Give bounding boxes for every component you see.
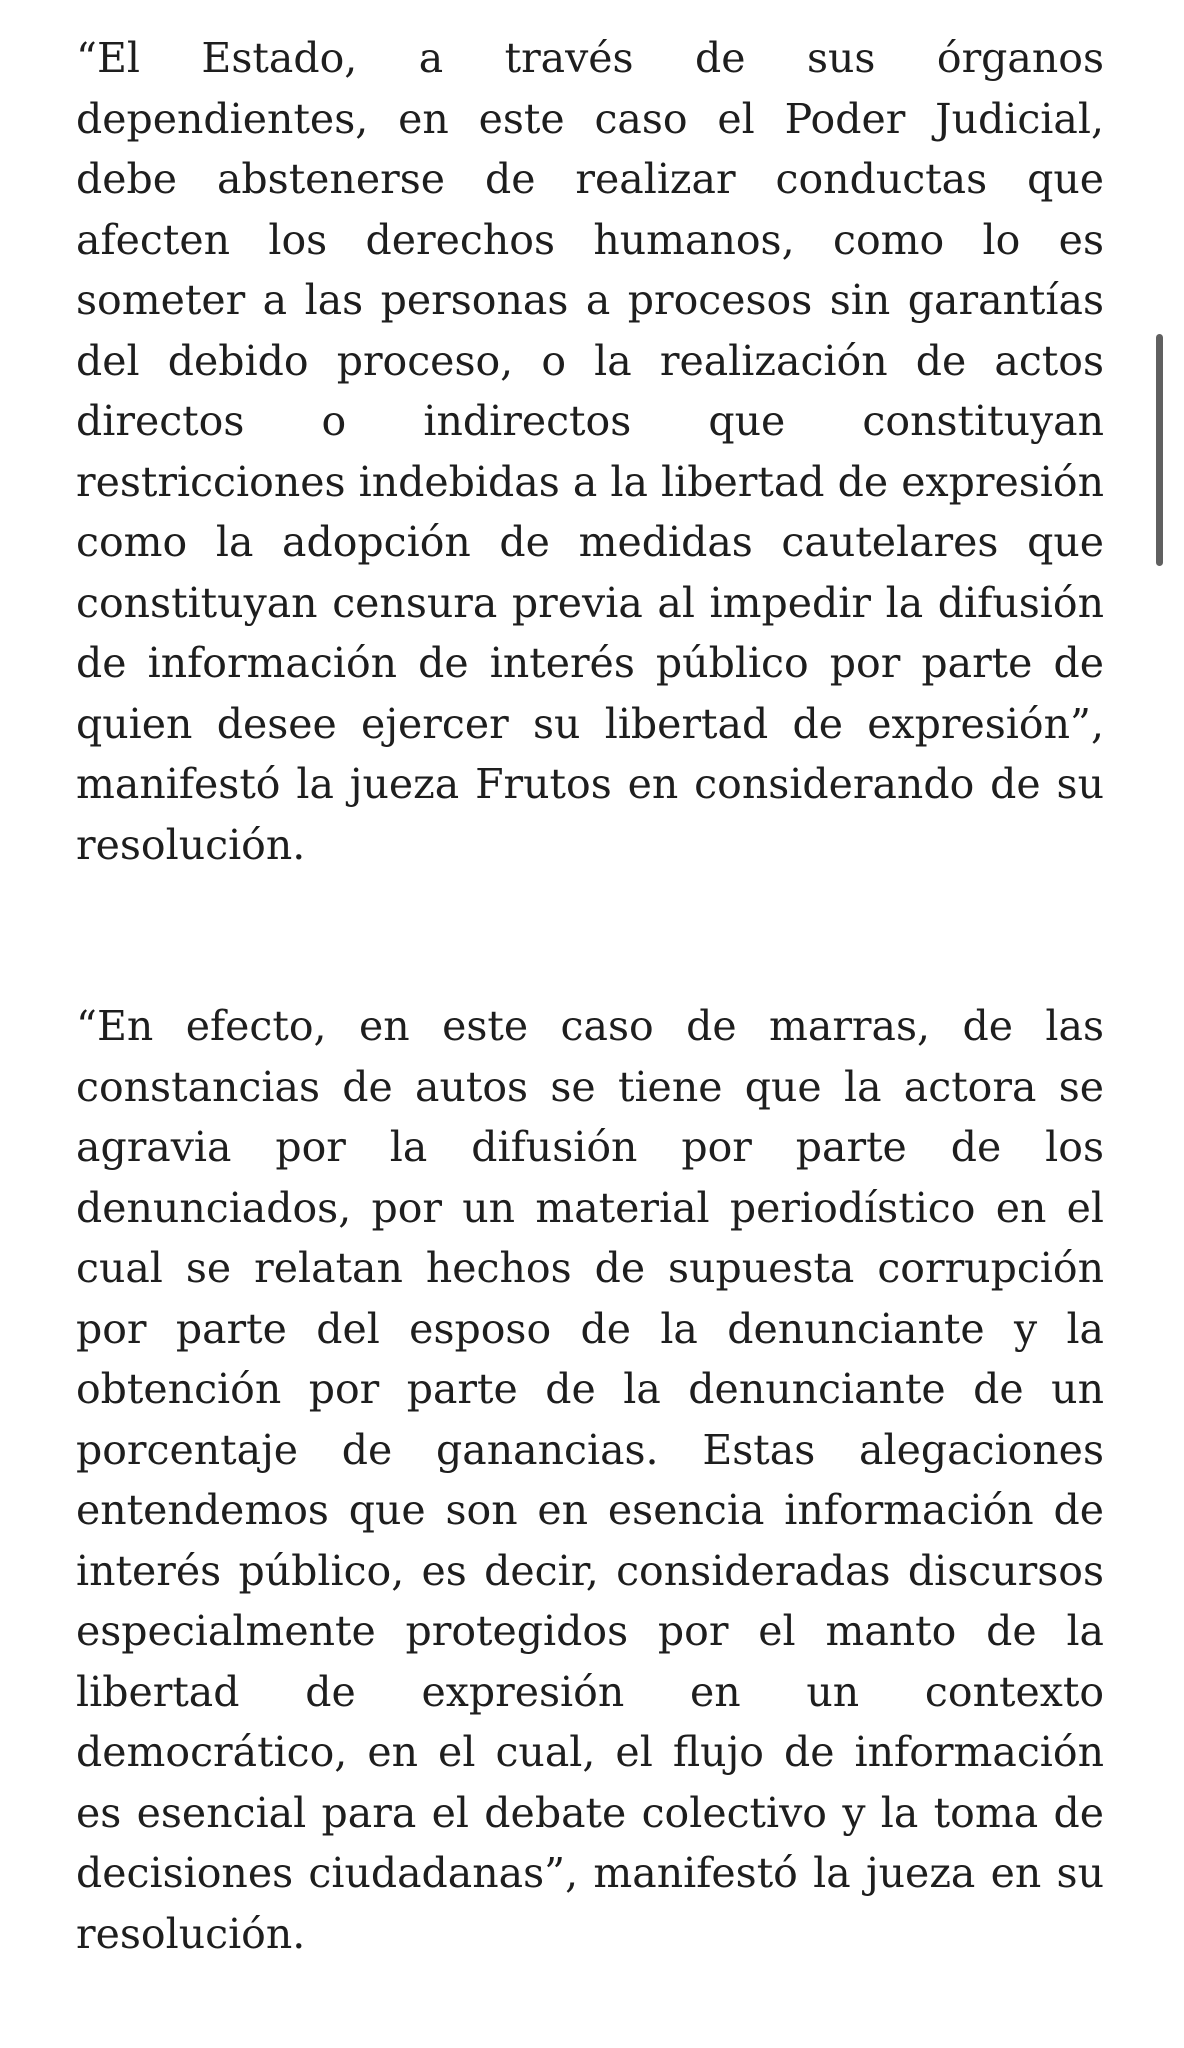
scrollbar-thumb[interactable] [1156,334,1163,566]
quote-paragraph-1: “El Estado, a través de sus órganos dependientes, en este caso el Poder Judicial, debe abstenerse de realizar conductas que afecten los derechos humanos, como lo es someter a las personas a procesos sin garantías del debido proceso, o la realización de actos directos o indirectos que constituyan restricciones indebidas a la libertad de expresión como la adopción de medidas cautelares que constituyan censura previa al impedir la difusión de información de interés público por parte de quien desee ejercer su libertad de expresión”, manifestó la jueza Frutos en considerando de su resolución. [76,34,1104,869]
article-body [76,28,1104,1964]
quote-paragraph-2: “En efecto, en este caso de marras, de las constancias de autos se tiene que la actora se agravia por la difusión por parte de los denunciados, por un material periodístico en el cual se relatan hechos de supuesta corrupción por parte del esposo de la denunciante y la obtención por parte de la denunciante de un porcentaje de ganancias. Estas alegaciones entendemos que son en esencia información de interés público, es decir, consideradas discursos especialmente protegidos por el manto de la libertad de expresión en un contexto democrático, en el cual, el flujo de información es esencial para el debate colectivo y la toma de decisiones ciudadanas”, manifestó la jueza en su resolución. [76,1002,1104,1958]
